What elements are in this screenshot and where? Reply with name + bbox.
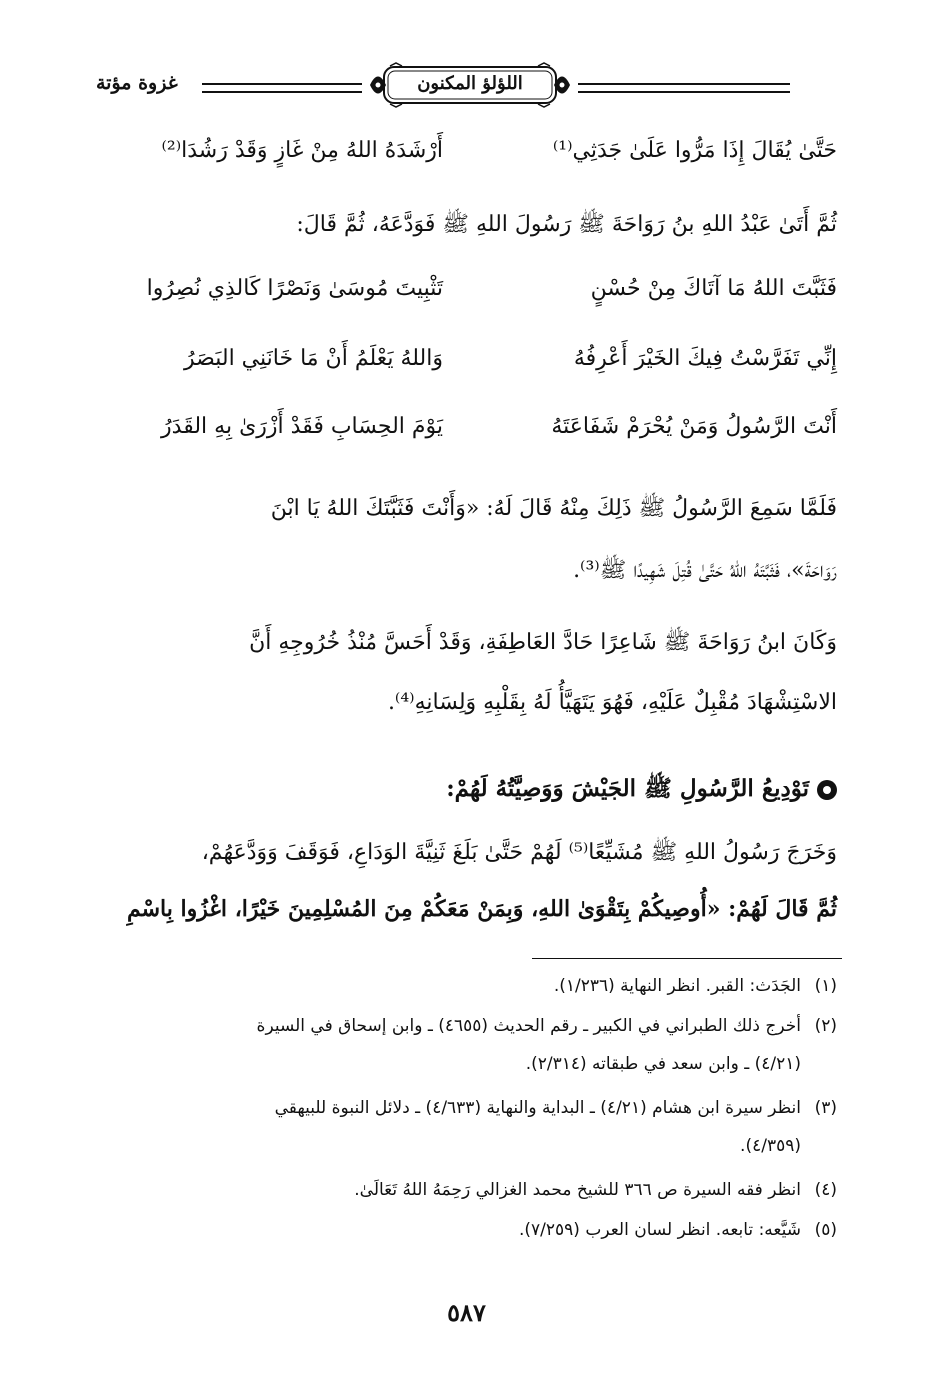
page-header bbox=[96, 62, 840, 112]
footnote-continuation: (٤/٢١) ـ وابن سعد في طبقاته (٢/٣١٤). bbox=[525, 1054, 801, 1074]
book-title-emblem bbox=[368, 62, 572, 108]
footnote-number: (٣) bbox=[814, 1098, 837, 1118]
footnote bbox=[93, 1220, 837, 1240]
footnote-number: (٢) bbox=[814, 1016, 837, 1036]
paragraph-line: فَلَمَّا سَمِعَ الرَّسُولُ ﷺ ذَلِكَ مِنْهُ قَالَ لَهُ: «وَأَنْتَ فَثَبَّتَكَ اللهُ يَا ابْنَ bbox=[270, 496, 837, 521]
verse-hemistich: يَوْمَ الحِسَابِ فَقَدْ أَزْرَىٰ بِهِ القَدَرُ bbox=[161, 414, 443, 439]
verse-hemistich: أَنْتَ الرَّسُولُ وَمَنْ يُحْرَمْ شَفَاعَتَهُ bbox=[551, 414, 837, 439]
paragraph-line: رَوَاحَةَ»، فَثَبَّتَهُ اللهُ حَتَّىٰ قُتِلَ شَهِيدًا ﷺ⁽³⁾. bbox=[573, 558, 837, 583]
section-heading bbox=[93, 774, 837, 808]
verse-line bbox=[93, 132, 837, 176]
verse-line bbox=[93, 408, 837, 452]
footnote-number: (٥) bbox=[814, 1220, 837, 1240]
footnote-text: انظر سيرة ابن هشام (٤/٢١) ـ البداية والنهاية (٤/٦٣٣) ـ دلائل النبوة للبيهقي bbox=[274, 1098, 801, 1118]
footnote bbox=[93, 1016, 837, 1036]
footnote bbox=[93, 1098, 837, 1118]
paragraph-line: ثُمَّ أَتَىٰ عَبْدُ اللهِ بنُ رَوَاحَةَ ﷺ رَسُولَ اللهِ ﷺ فَوَدَّعَهُ، ثُمَّ قَالَ: bbox=[296, 212, 837, 237]
verse-hemistich: إِنِّي تَفَرَّسْتُ فِيكَ الخَيْرَ أَعْرِفُهُ bbox=[573, 346, 837, 371]
section-title: غزوة مؤتة bbox=[96, 72, 178, 94]
paragraph-line: وَخَرَجَ رَسُولُ اللهِ ﷺ مُشَيِّعًا⁽⁵⁾ لَهُمْ حَتَّىٰ بَلَغَ ثَنِيَّةَ الوَدَاعِ، فَوَقَفَ وَوَدَّعَهُمْ، bbox=[201, 840, 837, 865]
footnote-number: (٤) bbox=[814, 1180, 837, 1200]
paragraph-line: الاسْتِشْهَادَ مُقْبِلٌ عَلَيْهِ، فَهُوَ يَتَهَيَّأُ لَهُ بِقَلْبِهِ وَلِسَانِهِ⁽⁴⁾. bbox=[387, 690, 837, 715]
footnote-text: انظر فقه السيرة ص ٣٦٦ للشيخ محمد الغزالي رَحِمَهُ اللهُ تَعَالَىٰ. bbox=[354, 1180, 801, 1200]
verse-line bbox=[93, 340, 837, 384]
footnote bbox=[93, 976, 837, 996]
verse-line bbox=[93, 270, 837, 314]
verse-hemistich: تَثْبِيتَ مُوسَىٰ وَنَصْرًا كَالذِي نُصِرُوا bbox=[146, 276, 443, 301]
page-number: ٥٨٧ bbox=[447, 1298, 486, 1327]
verse-hemistich: حَتَّىٰ يُقَالَ إِذَا مَرُّوا عَلَىٰ جَدَثِي⁽¹⁾ bbox=[552, 138, 837, 163]
footnote bbox=[93, 1180, 837, 1200]
footnote-continuation: (٤/٣٥٩). bbox=[740, 1136, 801, 1156]
header-rule-left bbox=[202, 83, 362, 93]
header-rule-right bbox=[578, 83, 790, 93]
paragraph-line: وَكَانَ ابنُ رَوَاحَةَ ﷺ شَاعِرًا حَادَّ العَاطِفَةِ، وَقَدْ أَحَسَّ مُنْذُ خُرُوجِهِ أَنَّ bbox=[249, 630, 837, 655]
footnote-text: أخرج ذلك الطبراني في الكبير ـ رقم الحديث (٤٦٥٥) ـ وابن إسحاق في السيرة bbox=[256, 1016, 801, 1036]
section-heading-text: تَوْدِيعُ الرَّسُولِ ﷺ الجَيْشَ وَوَصِيَّتُهُ لَهُمْ: bbox=[446, 775, 809, 802]
footnote-text: شَيَّعه: تابعه. انظر لسان العرب (٧/٢٥٩). bbox=[518, 1220, 801, 1240]
bullet-icon bbox=[817, 780, 837, 800]
verse-hemistich: وَاللهُ يَعْلَمُ أَنْ مَا خَانَنِي البَصَرُ bbox=[184, 346, 443, 371]
footnote-text: الجَدَث: القبر. انظر النهاية (١/٢٣٦). bbox=[553, 976, 801, 996]
verse-hemistich: أَرْشَدَهُ اللهُ مِنْ غَازٍ وَقَدْ رَشُدَا⁽²⁾ bbox=[161, 138, 443, 163]
footnote-separator bbox=[532, 958, 842, 959]
footnote-number: (١) bbox=[814, 976, 837, 996]
paragraph-line: ثُمَّ قَالَ لَهُمْ: «أُوصِيكُمْ بِتَقْوَىٰ اللهِ، وَبِمَنْ مَعَكُمْ مِنَ المُسْلِمِينَ خَيْرًا، اغْزُوا بِاسْمِ bbox=[126, 896, 837, 922]
verse-hemistich: فَثَبَّتَ اللهُ مَا آتَاكَ مِنْ حُسْنٍ bbox=[590, 276, 837, 301]
book-title: اللؤلؤ المكنون bbox=[417, 73, 523, 94]
